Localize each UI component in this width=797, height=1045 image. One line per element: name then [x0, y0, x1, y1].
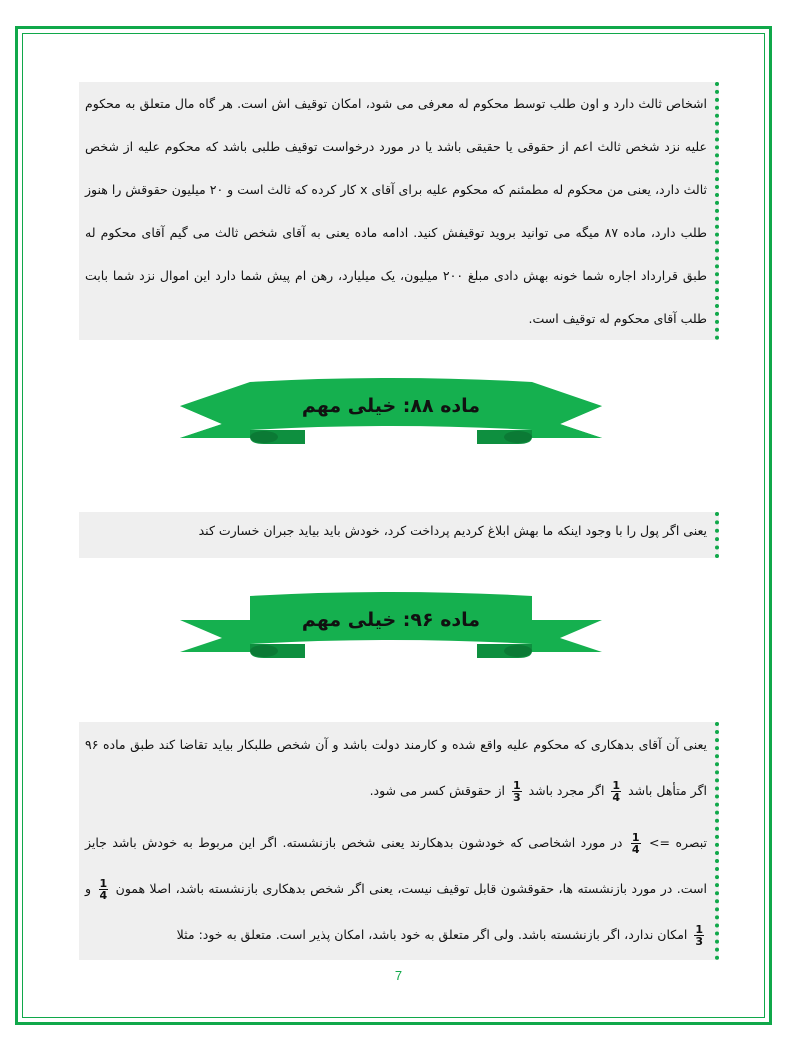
paragraph-1: اشخاص ثالث دارد و اون طلب توسط محکوم له معرفی می شود، امکان توقیف اش است. هر گاه مال متعلق به محکوم علیه نزد شخص ثالث اعم از حقوقی یا حقیقی باشد یا در مورد درخواست توقیف طلبی باشد که محکوم علیه از شخص ثالث دارد، یعنی من محکوم له مطمئنم که محکوم علیه برای آقای x کار کرده که ثالث است و ۲۰ میلیون حقوقش را هنوز طلب دارد، ماده ۸۷ میگه می توانید بروید توقیفش کنید. ادامه ماده یعنی به آقای شخص ثالث می گیم آقای محکوم له طبق قرارداد اجاره شما خونه بهش دادی مبلغ ۲۰۰ میلیون، یک میلیارد، رهن ام پیش شما دارد این اموال نزد شما بابت طلب آقای محکوم له توقیف است.: [85, 96, 707, 326]
fraction-one-quarter: $\frac{1}{4}$: [631, 831, 640, 856]
text-box-1: [79, 82, 719, 340]
paragraph-4-body: در مورد اشخاصی که خودشون بدهکارند یعنی شخص بازنشسته. اگر این مربوط به خودش باشد جایز است. در مورد بازنشسته ها، حقوقشون قابل توقیف نیست، یعنی اگر شخص بدهکاری بازنشسته باشد، اصلا همون: [85, 835, 707, 896]
paragraph-4-and: و: [85, 881, 92, 896]
fraction-one-quarter: $\frac{1}{4}$: [99, 877, 108, 902]
text-box-2: [79, 512, 719, 558]
paragraph-3-line-2a: ماده ۹۶ اگر متأهل باشد: [85, 737, 707, 798]
paragraph-4-end: امکان ندارد، اگر بازنشسته باشد. ولی اگر متعلق به خود باشد، امکان پذیر است. متعلق به خود: مثلا: [176, 927, 688, 942]
fraction-one-third: $\frac{1}{3}$: [512, 779, 521, 804]
note-label: تبصره =>: [649, 835, 707, 850]
page-number: 7: [394, 968, 403, 983]
paragraph-3-line-2b: اگر مجرد باشد: [528, 783, 605, 798]
paragraph-3-line-1: یعنی آن آقای بدهکاری که محکوم علیه واقع شده و کارمند دولت باشد و آن شخص طلبکار بیاید تقاضا کند طبق: [130, 737, 708, 752]
paragraph-2: یعنی اگر پول را با وجود اینکه ما بهش ابلاغ کردیم پرداخت کرد، خودش باید بیاید جبران خسارت کند: [198, 523, 707, 538]
fraction-one-quarter: $\frac{1}{4}$: [612, 779, 621, 804]
ribbon-banner-1: [180, 378, 602, 454]
paragraph-3: [85, 722, 707, 814]
ribbon-banner-2: [180, 592, 602, 668]
paragraph-3-line-2c: از حقوقش کسر می شود.: [369, 783, 505, 798]
fraction-one-third: $\frac{1}{3}$: [695, 923, 703, 948]
banner-title-2: ماده ۹۶: خیلی مهم: [301, 609, 481, 631]
banner-title-1: ماده ۸۸: خیلی مهم: [301, 395, 481, 417]
paragraph-4: [85, 820, 707, 958]
text-box-3: [79, 722, 719, 960]
